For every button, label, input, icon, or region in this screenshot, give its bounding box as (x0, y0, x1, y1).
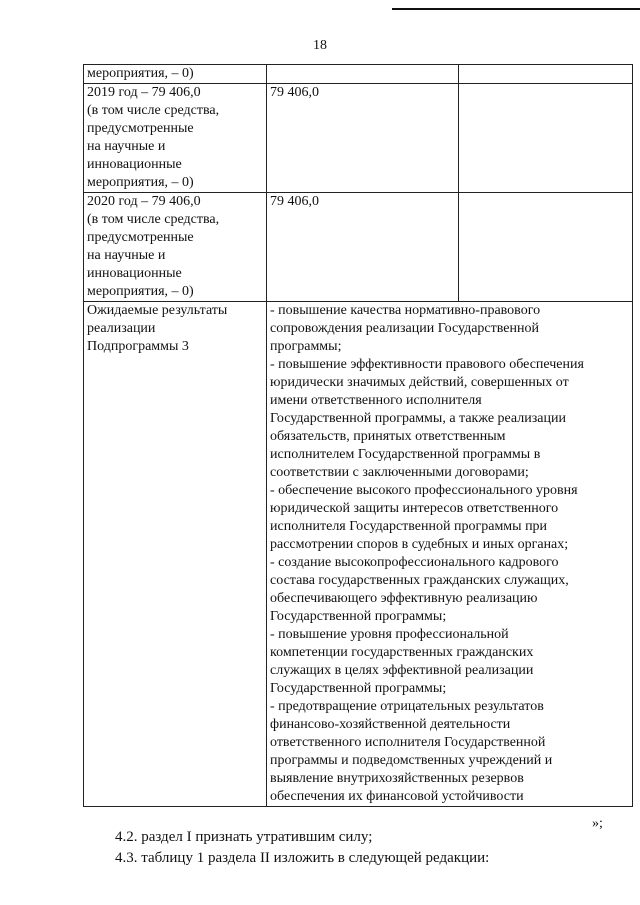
table-row (84, 84, 633, 193)
cell-line: предусмотренные (87, 121, 194, 136)
result-line: - создание высокопрофессионального кадрового (270, 555, 559, 570)
result-line: юридической защиты интересов ответственного (270, 501, 559, 516)
empty-cell (459, 84, 633, 193)
row-label-cell (84, 193, 267, 302)
results-text-cell (267, 302, 633, 807)
cell-line: мероприятия, – 0) (87, 66, 194, 81)
result-line: обеспечивающего эффективную реализацию (270, 591, 538, 606)
top-border-line (392, 8, 640, 10)
result-line: программы и подведомственных учреждений и (270, 753, 553, 768)
result-line: Государственной программы; (270, 681, 447, 696)
results-label-cell (84, 302, 267, 807)
paragraph-4-2: 4.2. раздел I признать утратившим силу; (115, 829, 373, 845)
cell-line: Ожидаемые результаты (87, 303, 228, 318)
subprogram-table (83, 64, 633, 807)
cell-line: инновационные (87, 266, 182, 281)
cell-line: предусмотренные (87, 230, 194, 245)
result-line: обеспечения их финансовой устойчивости (270, 789, 524, 804)
result-line: исполнителя Государственной программы при (270, 519, 548, 534)
cell-line: 79 406,0 (270, 194, 319, 209)
table-row (84, 65, 633, 84)
empty-cell (459, 65, 633, 84)
table-row (84, 302, 633, 807)
result-line: рассмотрении споров в судебных и иных органах; (270, 537, 569, 552)
table-row (84, 193, 633, 302)
cell-line: 2019 год – 79 406,0 (87, 85, 201, 100)
result-line: - предотвращение отрицательных результатов (270, 699, 544, 714)
result-line: ответственного исполнителя Государственной (270, 735, 546, 750)
amount-cell (267, 65, 459, 84)
empty-cell (459, 193, 633, 302)
result-line: выявление внутрихозяйственных резервов (270, 771, 524, 786)
result-line: состава государственных гражданских служащих, (270, 573, 569, 588)
result-line: - повышение уровня профессиональной (270, 627, 509, 642)
result-line: обязательств, принятых ответственным (270, 429, 506, 444)
paragraph-4-3: 4.3. таблицу 1 раздела II изложить в следующей редакции: (115, 850, 490, 866)
cell-line: Подпрограммы 3 (87, 339, 189, 354)
result-line: исполнителем Государственной программы в (270, 447, 541, 462)
result-line: программы; (270, 339, 342, 354)
result-line: юридически значимых действий, совершенных от (270, 375, 569, 390)
cell-line: мероприятия, – 0) (87, 284, 194, 299)
cell-line: (в том числе средства, (87, 212, 220, 227)
result-line: компетенции государственных гражданских (270, 645, 534, 660)
amount-cell (267, 84, 459, 193)
result-line: Государственной программы, а также реализации (270, 411, 566, 426)
cell-line: на научные и (87, 248, 166, 263)
amount-cell (267, 193, 459, 302)
result-line: соответствии с заключенными договорами; (270, 465, 529, 480)
cell-line: мероприятия, – 0) (87, 175, 194, 190)
result-line: сопровождения реализации Государственной (270, 321, 539, 336)
result-line: имени ответственного исполнителя (270, 393, 482, 408)
result-line: служащих в целях эффективной реализации (270, 663, 534, 678)
page-number: 18 (313, 38, 327, 53)
row-label-cell (84, 65, 267, 84)
cell-line: реализации (87, 321, 156, 336)
result-line: - повышение эффективности правового обеспечения (270, 357, 584, 372)
cell-line: 2020 год – 79 406,0 (87, 194, 201, 209)
cell-line: на научные и (87, 139, 166, 154)
closing-quote: »; (592, 816, 603, 831)
cell-line: инновационные (87, 157, 182, 172)
cell-line: 79 406,0 (270, 85, 319, 100)
cell-line: (в том числе средства, (87, 103, 220, 118)
row-label-cell (84, 84, 267, 193)
result-line: - повышение качества нормативно-правового (270, 303, 541, 318)
result-line: - обеспечение высокого профессионального уровня (270, 483, 578, 498)
result-line: Государственной программы; (270, 609, 447, 624)
result-line: финансово-хозяйственной деятельности (270, 717, 511, 732)
